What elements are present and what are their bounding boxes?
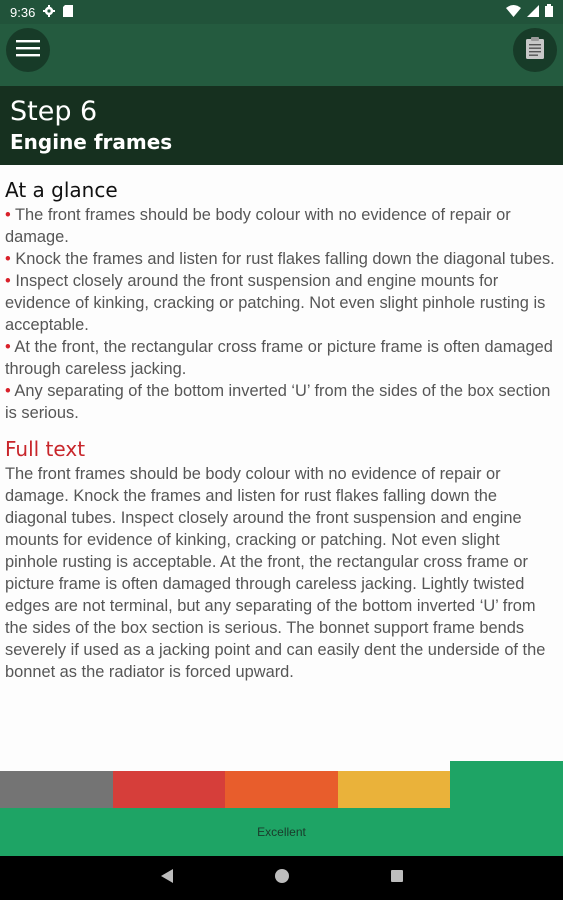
glance-bullet — [5, 204, 555, 248]
step-title: Step 6 — [10, 96, 98, 127]
fulltext-body: The front frames should be body colour with no evidence of repair or damage. Knock the frames and listen for rust flakes falling down the diagonal tubes. Inspect closely around the front suspension and engine mounts for evidence of kinking, cracking or patching. Not even slight pinhole rusting is acceptable. At the front, the rectangular cross frame or picture frame is often damaged through careless jacking. Lightly twisted edges are not terminal, but any separating of the bottom inverted ‘U’ from the sides of the box section is serious. The bonnet support frame bends severely if used as a jacking point and can easily dent the underside of the bonnet as the radiator is forced upward. — [5, 465, 546, 681]
bullet-dot: • — [5, 382, 11, 400]
glance-heading: At a glance — [5, 178, 118, 202]
home-circle-icon[interactable] — [274, 868, 290, 889]
menu-button[interactable] — [6, 28, 50, 72]
recents-square-icon[interactable] — [390, 869, 404, 888]
bullet-text: Knock the frames and listen for rust flakes falling down the diagonal tubes. — [15, 250, 555, 268]
bullet-dot: • — [5, 250, 11, 268]
checklist-button[interactable] — [513, 28, 557, 72]
status-time: 9:36 — [10, 4, 36, 20]
glance-bullet — [5, 270, 555, 336]
sd-card-icon — [63, 5, 73, 20]
bullet-dot: • — [5, 206, 11, 224]
glance-bullet — [5, 336, 555, 380]
bullet-text: Inspect closely around the front suspension and engine mounts for evidence of kinking, cracking or patching. Not even slight pinhole rusting is acceptable. — [5, 272, 546, 334]
clipboard-icon — [525, 36, 545, 65]
glance-bullet — [5, 248, 555, 270]
glance-list — [5, 204, 555, 424]
rating-segment-poor[interactable] — [0, 771, 113, 809]
bullet-text: Any separating of the bottom inverted ‘U’ from the sides of the box section is serious. — [5, 382, 551, 422]
rating-segment-fair[interactable] — [225, 771, 338, 809]
rating-segment-selected[interactable] — [450, 761, 563, 809]
bullet-dot: • — [5, 338, 11, 356]
bullet-dot: • — [5, 272, 11, 290]
gear-icon — [43, 5, 55, 20]
bullet-text: At the front, the rectangular cross frame or picture frame is often damaged through careless jacking. — [5, 338, 553, 378]
rating-segment-bad[interactable] — [113, 771, 226, 809]
battery-icon — [545, 4, 553, 20]
hamburger-menu-icon — [16, 38, 40, 63]
rating-label: Excellent — [257, 825, 306, 839]
rating-segment-good[interactable] — [338, 771, 451, 809]
app-bar — [0, 24, 563, 86]
step-subtitle: Engine frames — [10, 130, 173, 154]
system-nav-bar — [0, 856, 563, 900]
content-area — [0, 165, 563, 771]
bullet-text: The front frames should be body colour with no evidence of repair or damage. — [5, 206, 511, 246]
cellular-icon — [527, 5, 539, 20]
wifi-icon — [506, 5, 521, 20]
fulltext-heading: Full text — [5, 437, 86, 461]
back-triangle-icon[interactable] — [160, 868, 174, 889]
rating-label-bar — [0, 808, 563, 856]
glance-bullet — [5, 380, 555, 424]
status-bar — [0, 0, 563, 24]
step-header — [0, 86, 563, 165]
